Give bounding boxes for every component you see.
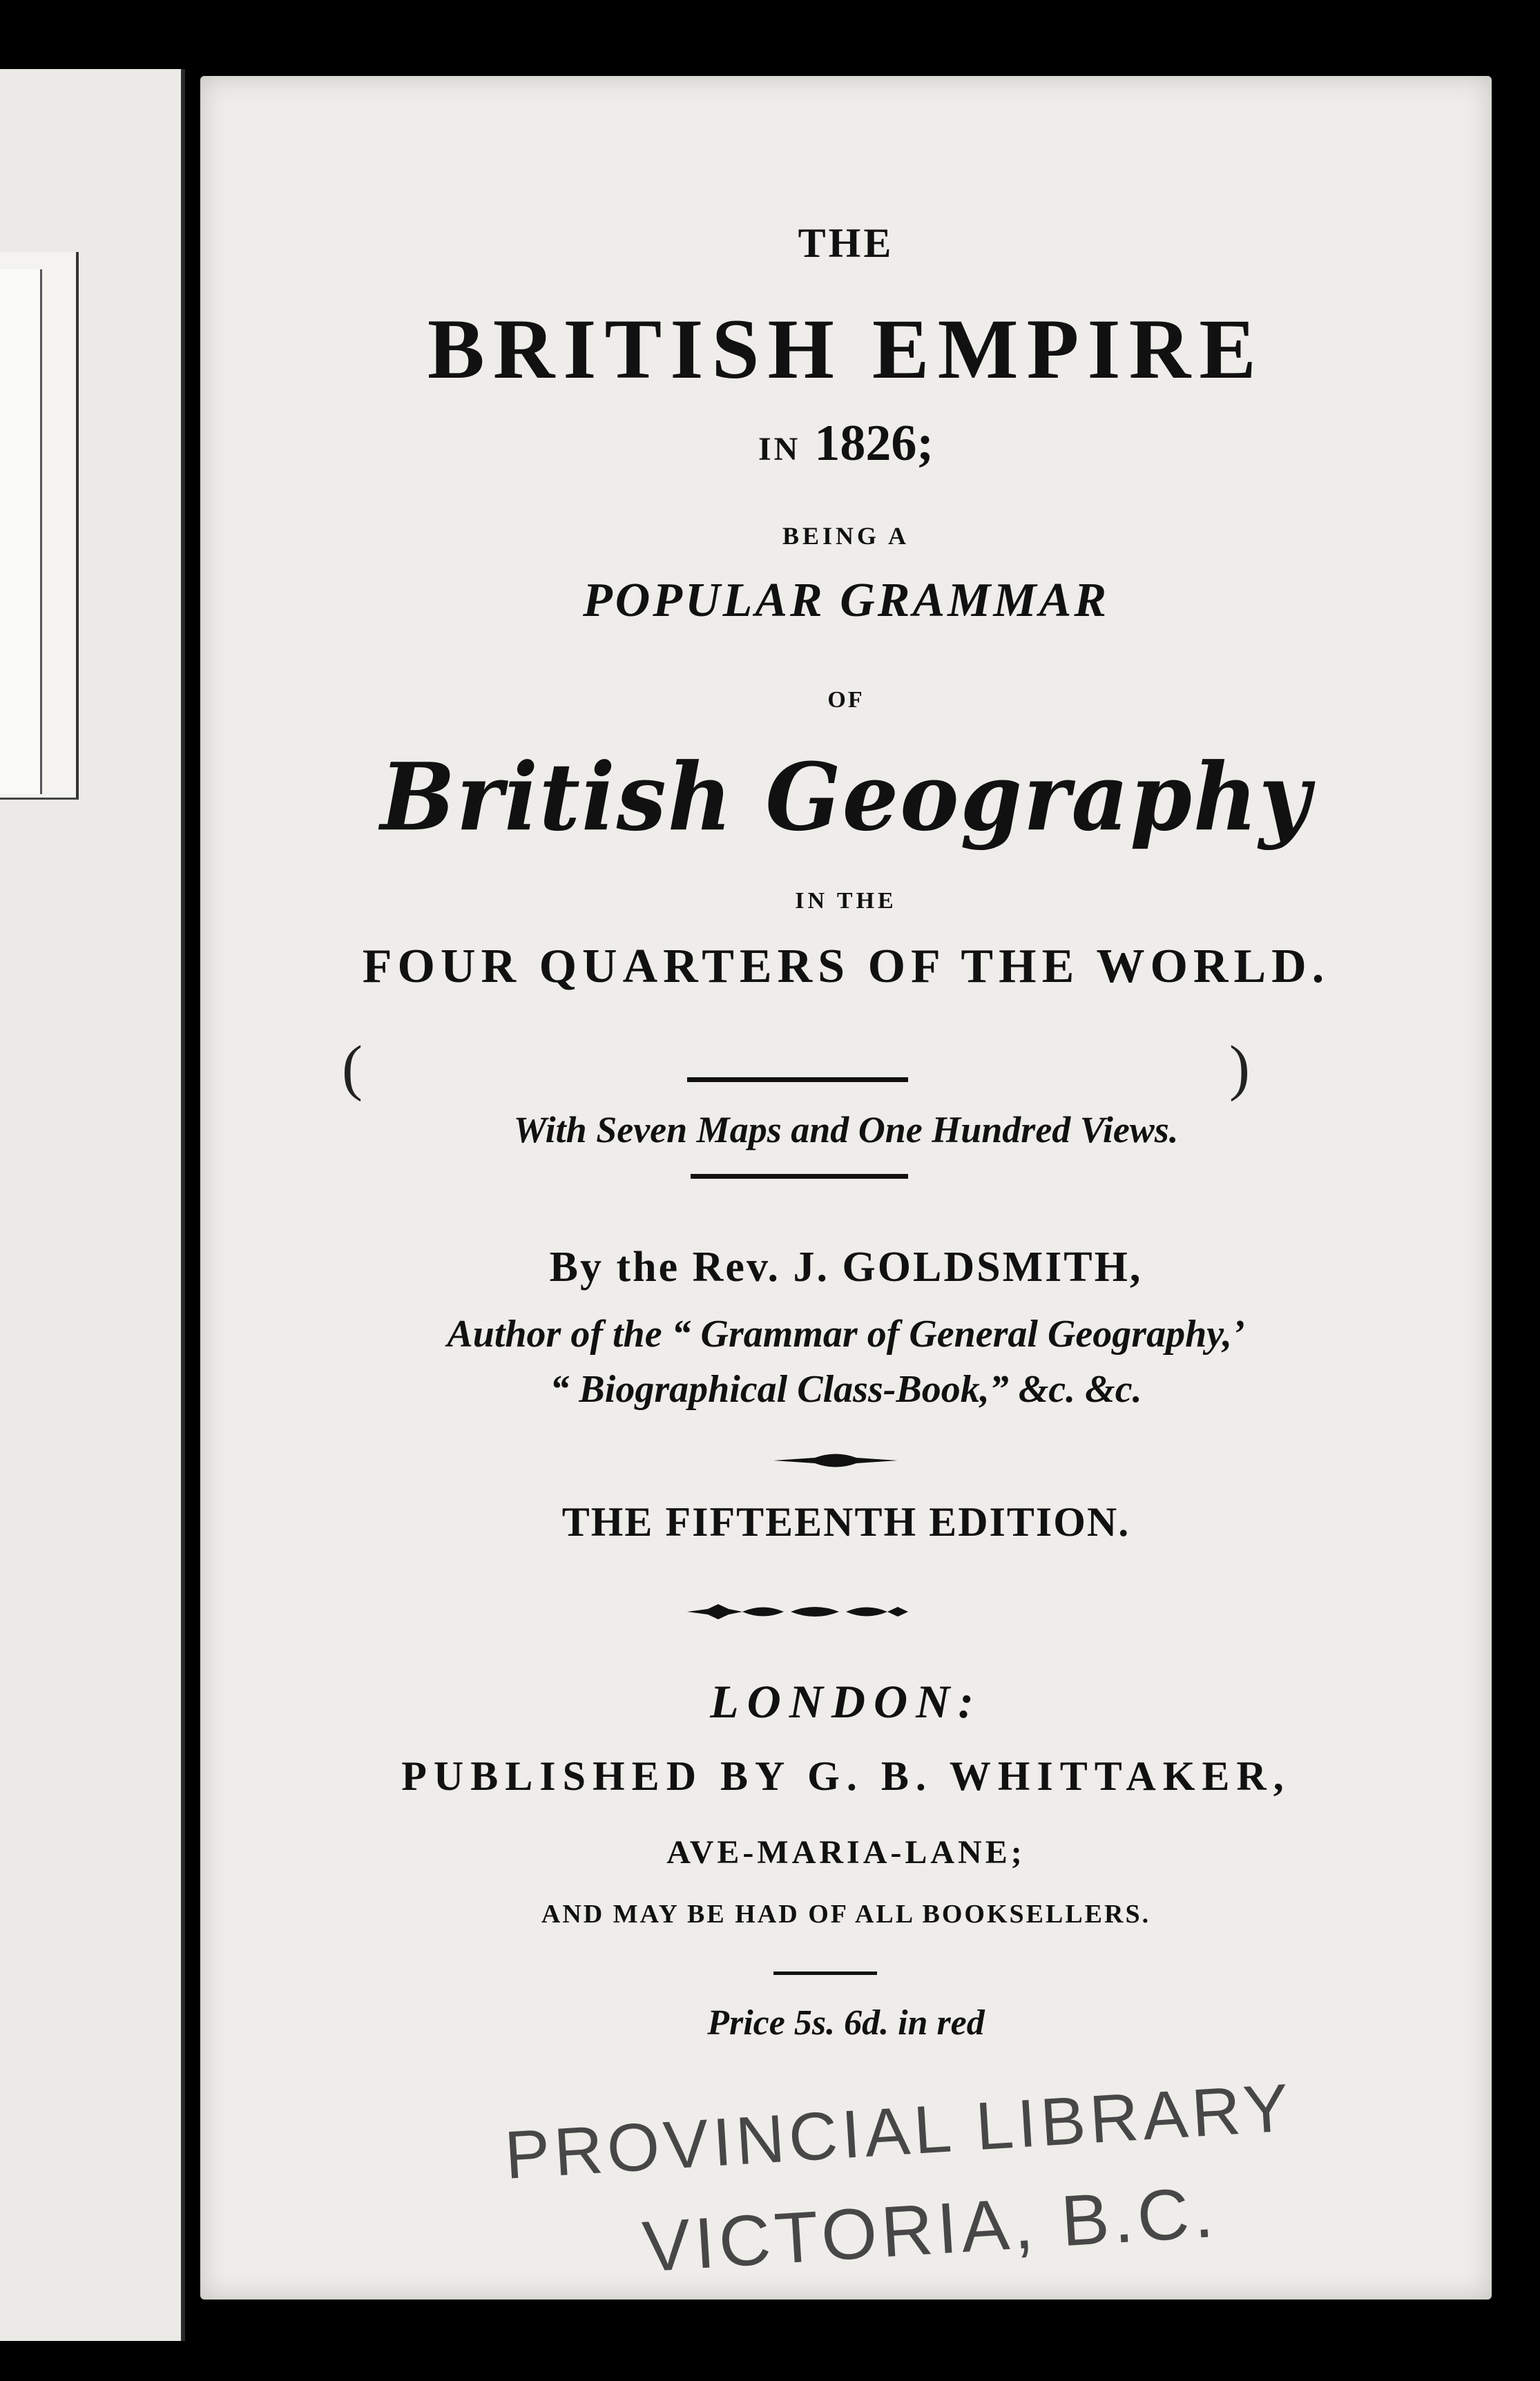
ornament-divider-2 — [687, 1600, 922, 1623]
title-british-empire: BRITISH EMPIRE — [427, 302, 1264, 396]
subtitle-being-a: BEING A — [782, 522, 910, 550]
title-year-line — [200, 414, 1492, 473]
imprint-publisher: PUBLISHED BY G. B. WHITTAKER, — [401, 1753, 1291, 1799]
author-credit-1: Author of the “ Grammar of General Geography,’ — [447, 1313, 1245, 1356]
torn-paper-strip — [0, 269, 42, 794]
subtitle-british-geography: British Geography — [380, 743, 1312, 852]
title-page — [200, 76, 1492, 2300]
library-stamp-line-2: VICTORIA, B.C. — [640, 2172, 1220, 2288]
left-bracket-mark: ( — [342, 1034, 363, 1102]
imprint-address: AVE-MARIA-LANE; — [666, 1834, 1026, 1871]
rule-bottom — [691, 1174, 908, 1179]
title-the: THE — [798, 220, 894, 266]
subtitle-four-quarters: FOUR QUARTERS OF THE WORLD. — [362, 940, 1330, 993]
author-credit-2: “ Biographical Class-Book,” &c. &c. — [550, 1368, 1142, 1411]
author-byline: By the Rev. J. GOLDSMITH, — [549, 1244, 1143, 1291]
subtitle-popular-grammar: POPULAR GRAMMAR — [582, 574, 1110, 627]
title-in: IN — [758, 431, 801, 467]
rule-price — [773, 1972, 877, 1975]
library-stamp-line-1: PROVINCIAL LIBRARY — [502, 2069, 1296, 2193]
subtitle-in-the: IN THE — [795, 888, 897, 914]
rule-top — [687, 1077, 908, 1082]
edition-line: THE FIFTEENTH EDITION. — [561, 1499, 1130, 1545]
imprint-booksellers: AND MAY BE HAD OF ALL BOOKSELLERS. — [541, 1900, 1151, 1929]
imprint-city: LONDON: — [710, 1675, 982, 1728]
left-page-flap — [0, 69, 185, 2341]
subtitle-of: OF — [827, 687, 865, 713]
maps-note: With Seven Maps and One Hundred Views. — [513, 1109, 1179, 1150]
ornament-divider-1 — [773, 1450, 898, 1471]
right-bracket-mark: ) — [1229, 1034, 1250, 1102]
title-year: 1826; — [814, 415, 934, 472]
price-line: Price 5s. 6d. in red — [707, 2003, 985, 2043]
